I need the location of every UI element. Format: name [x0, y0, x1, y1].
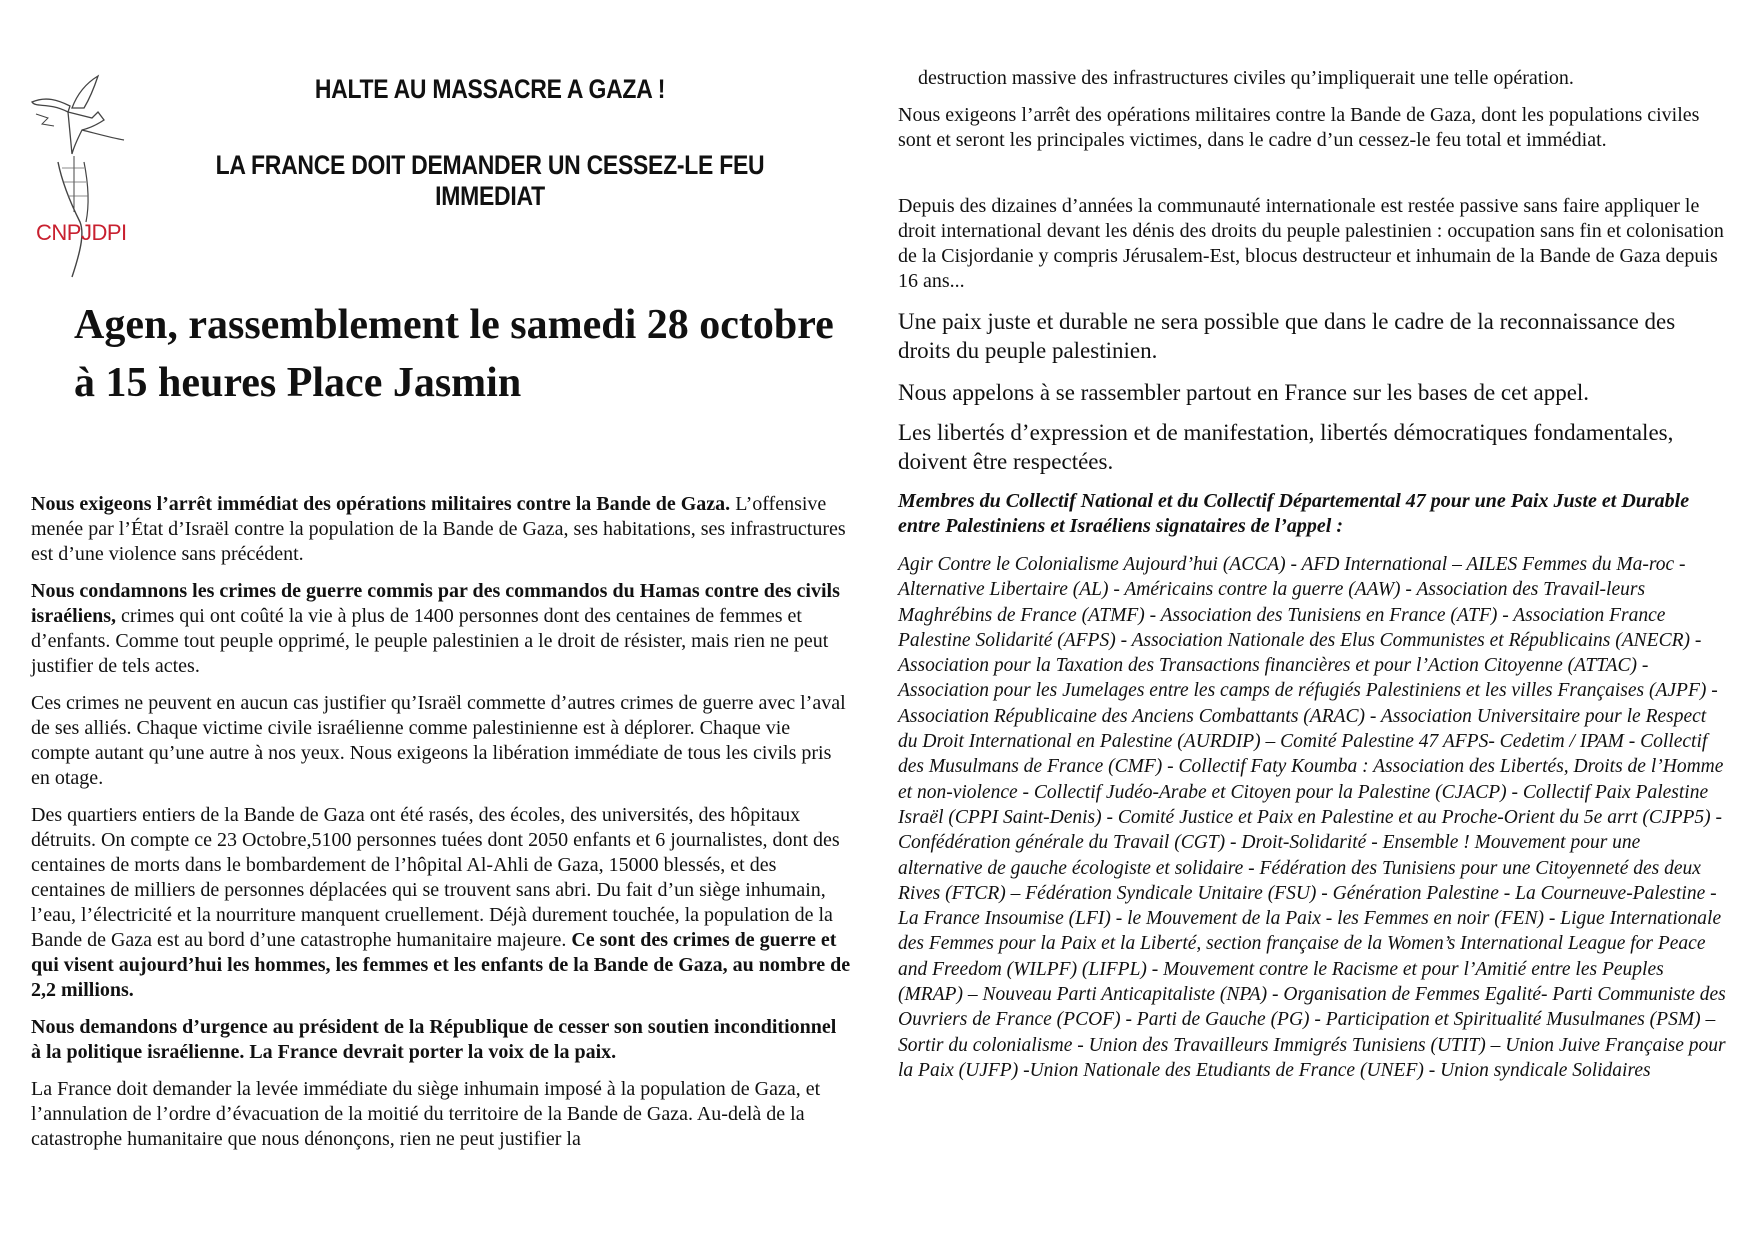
paragraph-2-text: crimes qui ont coûté la vie à plus de 1400 personnes dont des centaines de femmes et d’enfants. Comme tout peuple opprimé, le peuple palestinien a le droit de résister, mais rien ne peut justifier de tels actes.	[31, 605, 829, 677]
paragraph-5-bold: Nous demandons d’urgence au président de la République de cesser son soutien inconditionnel à la politique israélienne. La France devrait porter la voix de la paix.	[31, 1016, 837, 1063]
logo-text: CNPJDPI	[36, 220, 127, 245]
event-title: Agen, rassemblement le samedi 28 octobre à 15 heures Place Jasmin	[74, 302, 834, 406]
paragraph-4-text: Des quartiers entiers de la Bande de Gaza ont été rasés, des écoles, des universités, des hôpitaux détruits. On compte ce 23 Octobre,5100 personnes tuées dont 2050 enfants et 6 journalistes, dont des centaines de morts dans le bombardement de l’hôpital Al-Ahli de Gaza, 15000 blessés, et des centaines de milliers de personnes déplacées qui se trouvent sans abri. Du fait d’un siège inhumain, l’eau, l’électricité et la nourriture manquent cruellement. Déjà durement touchée, la population de la Bande de Gaza est au bord d’une catastrophe humanitaire majeure.	[31, 804, 840, 951]
paragraph-5	[31, 1015, 851, 1065]
left-column	[31, 492, 851, 1164]
signatories-title: Membres du Collectif National et du Collectif Départemental 47 pour une Paix Juste et Durable entre Palestiniens et Israéliens signataires de l’appel :	[898, 490, 1690, 537]
paragraph-6: La France doit demander la levée immédiate du siège inhumain imposé à la population de Gaza, et l’annulation de l’ordre d’évacuation de la moitié du territoire de la Bande de Gaza. Au-delà de la catastrophe humanitaire que nous dénonçons, rien ne peut justifier la	[31, 1078, 821, 1150]
paragraph-4	[31, 803, 851, 1003]
right-p1: Nous exigeons l’arrêt des opérations militaires contre la Bande de Gaza, dont les populations civiles sont et seront les principales victimes, dans le cadre d’un cessez-le feu total et immédiat.	[898, 104, 1700, 151]
paragraph-1	[31, 492, 851, 567]
paragraph-1-bold: Nous exigeons l’arrêt immédiat des opérations militaires contre la Bande de Gaza.	[31, 493, 731, 515]
logo	[28, 72, 138, 282]
right-p2: Depuis des dizaines d’années la communauté internationale est restée passive sans faire appliquer le droit international devant les dénis des droits du peuple palestinien : occupation sans fin et colonisation de la Cisjordanie y compris Jérusalem-Est, blocus destructeur et inhumain de la Bande de Gaza depuis 16 ans...	[898, 195, 1724, 292]
paragraph-4-bold: Ce sont des crimes de guerre et qui visent aujourd’hui les hommes, les femmes et les enfants de la Bande de Gaza, au nombre de 2,2 millions.	[31, 929, 851, 1001]
paragraph-3: Ces crimes ne peuvent en aucun cas justifier qu’Israël commette d’autres crimes de guerre avec l’aval de ses alliés. Chaque victime civile israélienne comme palestinienne est à déplorer. Chaque vie compte autant qu’une autre à nos yeux. Nous exigeons la libération immédiate de tous les civils pris en otage.	[31, 692, 846, 789]
dove-icon	[28, 72, 138, 282]
right-p0: destruction massive des infrastructures civiles qu’impliquerait une telle opération.	[918, 67, 1574, 89]
right-p4: Nous appelons à se rassembler partout en France sur les bases de cet appel.	[898, 380, 1590, 405]
right-p5: Les libertés d’expression et de manifestation, libertés démocratiques fondamentales, doivent être respectées.	[898, 420, 1674, 474]
header-line-2: LA FRANCE DOIT DEMANDER UN CESSEZ-LE FEU IMMEDIAT	[215, 150, 765, 211]
paragraph-1-text: L’offensive menée par l’État d’Israël contre la population de la Bande de Gaza, ses habitations, ses infrastructures est d’une violence sans précédent.	[31, 493, 846, 565]
right-p3: Une paix juste et durable ne sera possible que dans le cadre de la reconnaissance des droits du peuple palestinien.	[898, 309, 1676, 363]
paragraph-2-bold: Nous condamnons les crimes de guerre commis par des commandos du Hamas contre des civils israéliens,	[31, 580, 840, 627]
header-line-1: HALTE AU MASSACRE A GAZA !	[314, 74, 666, 104]
signatories-list: Agir Contre le Colonialisme Aujourd’hui (ACCA) - AFD International – AILES Femmes du Ma-roc - Alternative Libertaire (AL) - Américains contre la guerre (AAW) - Association des Travail-leurs Maghrébins de France (ATMF) - Association des Tunisiens en France (ATF) - Association France Palestine Solidarité (AFPS) - Association Nationale des Elus Communistes et Républicains (ANECR) - Association pour la Taxation des Transactions financières et pour l’Action Citoyenne (ATTAC) - Association pour les Jumelages entre les camps de réfugiés Palestiniens et les villes Françaises (AJPF) - Association Républicaine des Anciens Combattants (ARAC) - Association Universitaire pour le Respect du Droit International en Palestine (AURDIP) – Comité Palestine 47 AFPS- Cedetim / IPAM - Collectif des Musulmans de France (CMF) - Collectif Faty Koumba : Association des Libertés, Droits de l’Homme et non-violence - Collectif Judéo-Arabe et Citoyen pour la Palestine (CJACP) - Collectif Paix Palestine Israël (CPPI Saint-Denis) - Comité Justice et Paix en Palestine et au Proche-Orient du 5e arrt (CJPP5) - Confédération générale du Travail (CGT) - Droit-Solidarité - Ensemble ! Mouvement pour une alternative de gauche écologiste et solidaire - Fédération des Tunisiens pour une Citoyenneté des deux Rives (FTCR) – Fédération Syndicale Unitaire (FSU) - Génération Palestine - La Courneuve-Palestine - La France Insoumise (LFI) - le Mouvement de la Paix - les Femmes en noir (FEN) - Ligue Internationale des Femmes pour la Paix et la Liberté, section française de la Women’s International League for Peace and Freedom (WILPF) (LIFPL) - Mouvement contre le Racisme et pour l’Amitié entre les Peuples (MRAP) – Nouveau Parti Anticapitaliste (NPA) - Organisation de Femmes Egalité- Parti Communiste des Ouvriers de France (PCOF) - Parti de Gauche (PG) - Participation et Spiritualité Musulmanes (PSM) –Sortir du colonialisme - Union des Travailleurs Immigrés Tunisiens (UTIT) – Union Juive Française pour la Paix (UJFP) -Union Nationale des Etudiants de France (UNEF) - Union syndicale Solidaires	[898, 554, 1726, 1081]
paragraph-2	[31, 579, 851, 679]
